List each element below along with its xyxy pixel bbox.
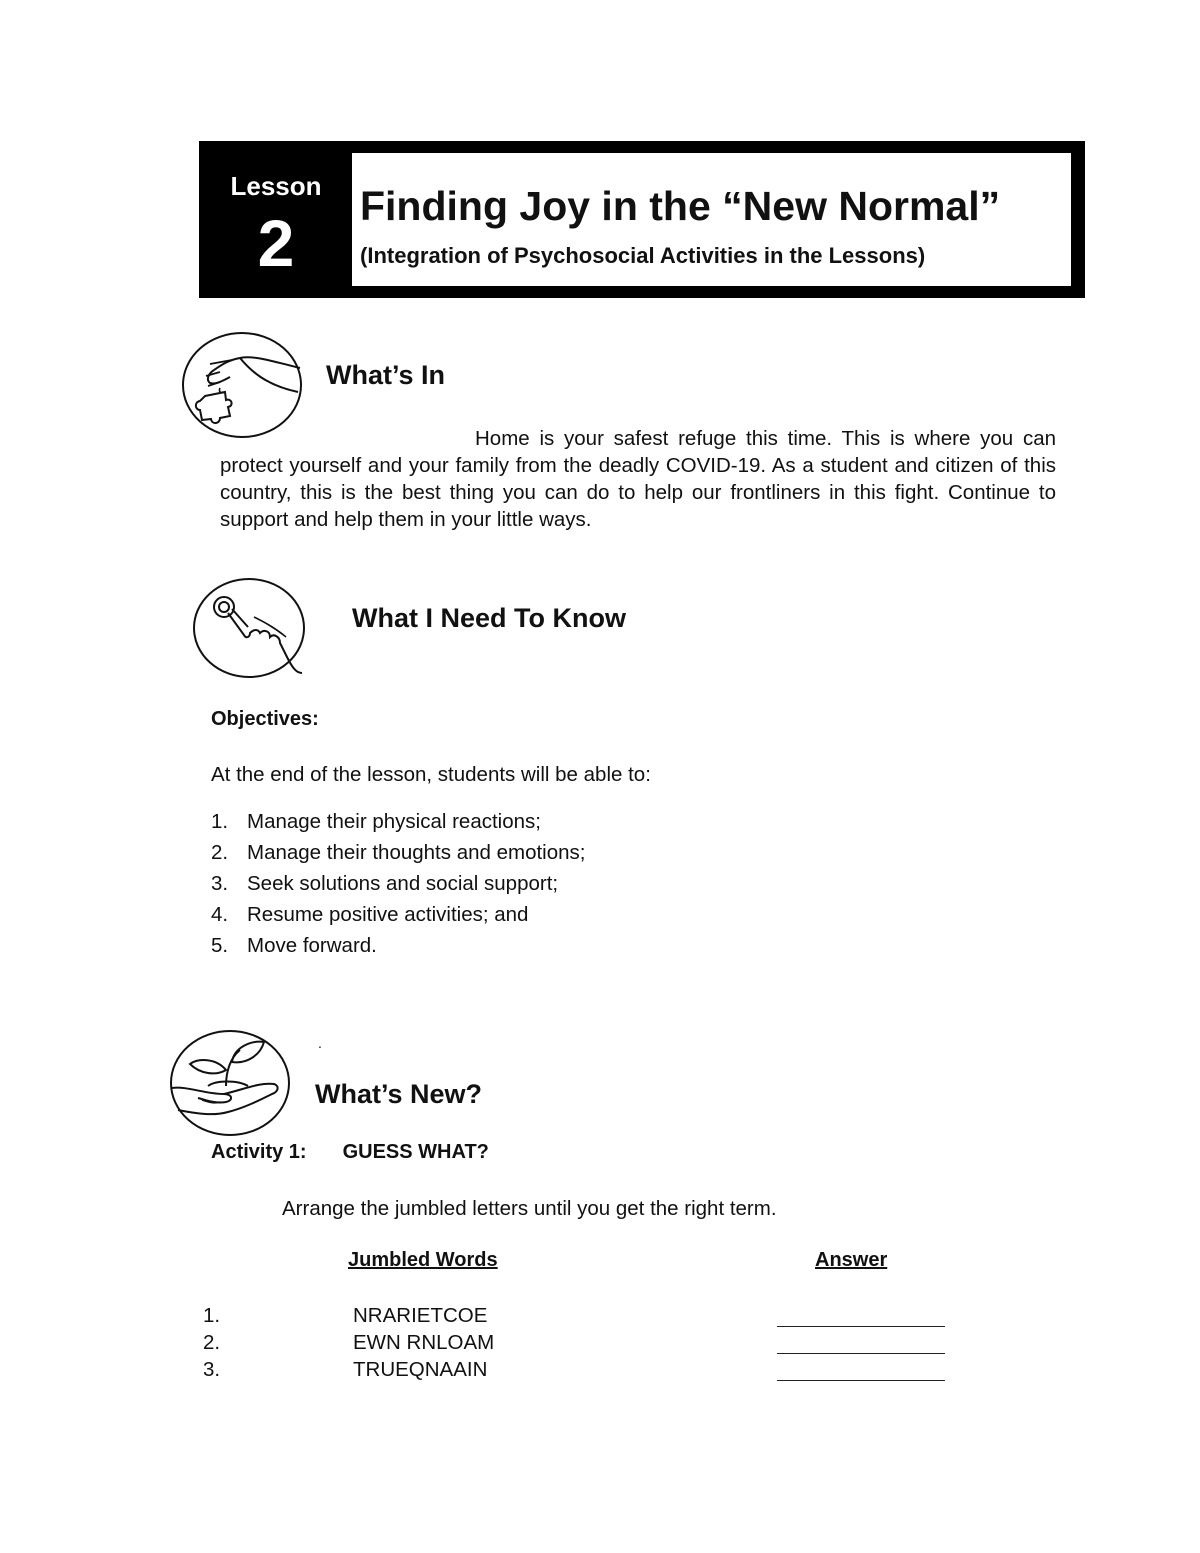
list-item [211,930,585,961]
list-item-number: 4. [211,903,229,926]
list-item-text: Manage their physical reactions; [247,810,541,833]
jumbled-word: NRARIETCOE [353,1304,488,1327]
activity-title-line [211,1141,489,1164]
list-item [211,899,585,930]
list-item-text: Manage their thoughts and emotions; [247,841,586,864]
list-item [211,868,585,899]
stray-dot: . [318,1035,322,1051]
list-item-number: 1. [211,810,229,833]
objectives-list [211,806,585,961]
whats-in-heading: What’s In [326,360,445,390]
activity-title: GUESS WHAT? [342,1141,489,1163]
lesson-banner [199,141,1085,298]
objectives-intro: At the end of the lesson, students will be able to: [211,763,651,786]
list-item [211,806,585,837]
row-number: 1. [203,1304,221,1327]
answer-blank[interactable] [777,1326,945,1327]
jumbled-word: TRUEQNAAIN [353,1358,488,1381]
list-item-number: 3. [211,872,229,895]
activity-label: Activity 1: [211,1141,307,1163]
list-item-text: Seek solutions and social support; [247,872,559,895]
row-number: 3. [203,1358,221,1381]
answer-blank[interactable] [777,1353,945,1354]
what-i-need-to-know-heading: What I Need To Know [352,603,626,633]
activity-instruction: Arrange the jumbled letters until you get the right term. [282,1197,777,1220]
objectives-label: Objectives: [211,708,319,730]
answer-header: Answer [815,1249,888,1271]
list-item-number: 2. [211,841,229,864]
list-item [211,837,585,868]
plant-in-hand-icon [168,1028,294,1138]
answer-blank[interactable] [777,1380,945,1381]
lesson-label: Lesson [230,171,322,201]
whats-in-paragraph: Home is your safest refuge this time. This is where you can protect yourself and your family from the deadly COVID-19. As a student and citizen of this country, this is the best thing you can do to help our frontliners in this fight. Continue to support and help them in your little ways. [220,427,1056,531]
title-box [352,153,1071,286]
puzzle-hand-icon [180,330,305,440]
list-item-text: Resume positive activities; and [247,903,529,926]
jumbled-word: EWN RNLOAM [353,1331,495,1354]
list-item-number: 5. [211,934,229,957]
lesson-subtitle: (Integration of Psychosocial Activities in the Lessons) [360,243,926,268]
jumbled-words-header: Jumbled Words [348,1249,498,1271]
finger-press-icon [192,577,308,680]
list-item-text: Move forward. [247,934,377,957]
lesson-number: 2 [257,206,295,280]
row-number: 2. [203,1331,221,1354]
lesson-title: Finding Joy in the “New Normal” [360,183,1001,229]
whats-new-heading: What’s New? [315,1079,483,1109]
